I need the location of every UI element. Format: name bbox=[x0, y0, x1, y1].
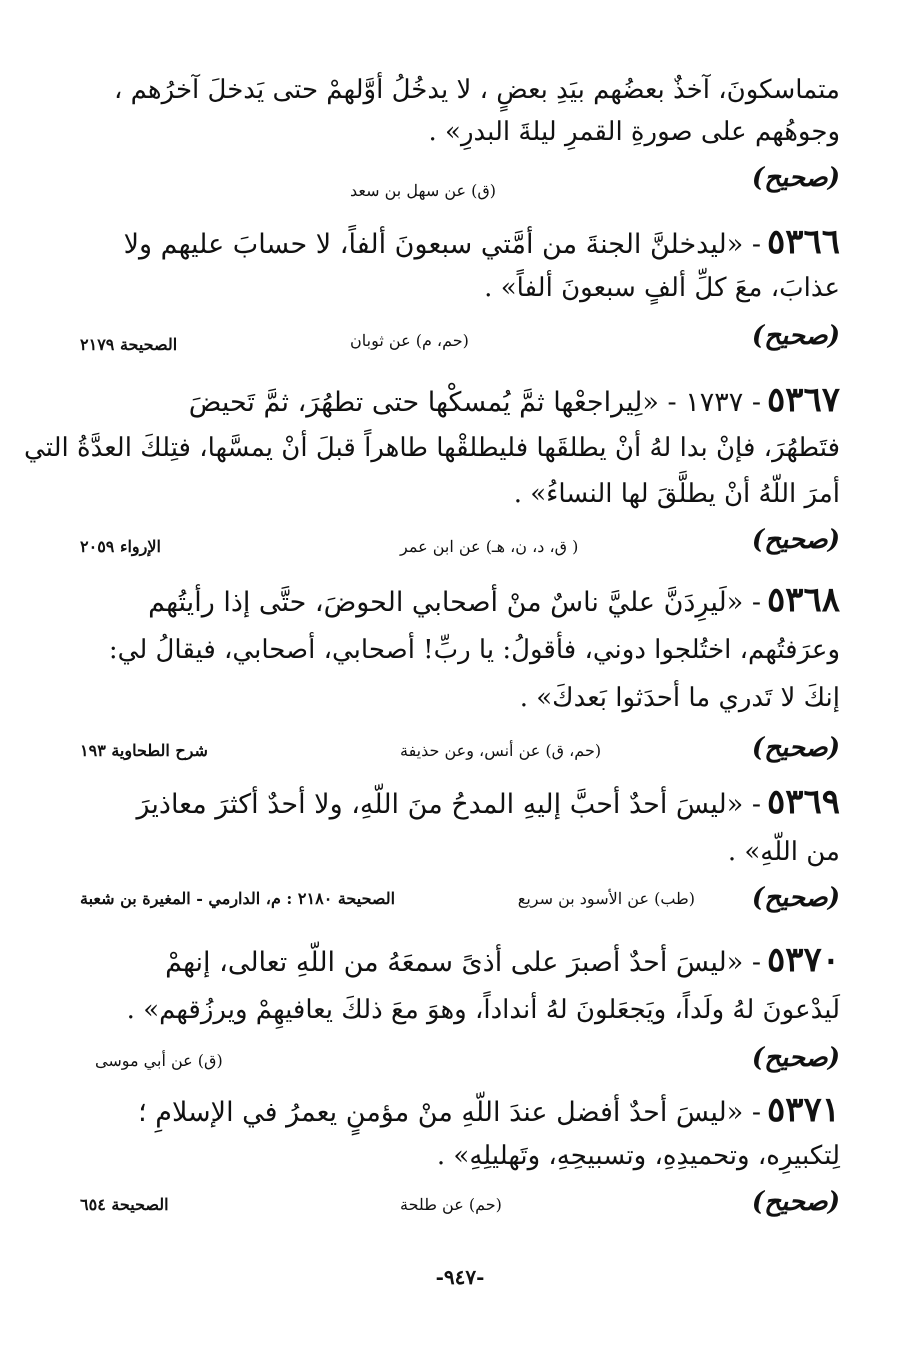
grade-label: (صحيح) bbox=[751, 1187, 840, 1217]
reference-label: شرح الطحاوية ١٩٣ bbox=[80, 741, 208, 760]
grade-label: (صحيح) bbox=[751, 1043, 840, 1073]
hadith-text: - «لَيرِدَنَّ عليَّ ناسٌ منْ أصحابي الحوضَ، حتَّى إذا رأيتُهم bbox=[148, 587, 761, 618]
source-attribution: (حم، ق) عن أنس، وعن حذيفة bbox=[400, 741, 602, 760]
source-attribution: (طب) عن الأسود بن سريع bbox=[517, 889, 695, 908]
hadith-number: ٥٣٦٩ bbox=[766, 782, 840, 822]
reference-label: الصحيحة ٦٥٤ bbox=[80, 1195, 169, 1214]
text-line: متماسكونَ، آخذٌ بعضُهم بيَدِ بعضٍ ، لا يدخُلُ أوَّلهمْ حتى يَدخلَ آخرُهم ، bbox=[113, 75, 840, 105]
grade-label: (صحيح) bbox=[751, 883, 840, 913]
hadith-text: - «ليسَ أحدٌ أحبَّ إليهِ المدحُ منَ اللّهِ، ولا أحدٌ أكثرَ معاذيرَ bbox=[136, 789, 761, 820]
hadith-text: - ١٧٣٧ - «لِيراجعْها ثمَّ يُمسكْها حتى تطهُرَ، ثمَّ تَحيضَ bbox=[188, 387, 761, 418]
hadith-number: ٥٣٦٧ bbox=[766, 380, 840, 420]
grade-label: (صحيح) bbox=[751, 733, 840, 763]
reference-label: الصحيحة ٢١٨٠ : م، الدارمي - المغيرة بن شعبة bbox=[80, 889, 396, 908]
reference-label: الإرواء ٢٠٥٩ bbox=[80, 537, 161, 556]
hadith-number: ٥٣٧١ bbox=[766, 1090, 840, 1130]
text-line: لِتكبيرِه، وتحميدِهِ، وتسبيحِهِ، وتَهليلِهِ» . bbox=[436, 1141, 840, 1171]
hadith-number: ٥٣٦٨ bbox=[766, 580, 840, 620]
text-line: أمرَ اللّهُ أنْ يطلَّقَ لها النساءُ» . bbox=[513, 479, 840, 509]
hadith-text: - «ليسَ أحدٌ أصبرَ على أذىً سمعَهُ من اللّهِ تعالى، إنهمْ bbox=[165, 947, 761, 978]
source-attribution: (ق) عن أبي موسى bbox=[95, 1051, 223, 1070]
text-line: وجوهُهم على صورةِ القمرِ ليلةَ البدرِ» . bbox=[428, 117, 840, 147]
text-line: وعرَفتُهم، اختُلجوا دوني، فأقولُ: يا ربِّ! أصحابي، أصحابي، فيقالُ لي: bbox=[108, 635, 840, 665]
hadith-5368-line bbox=[148, 580, 840, 623]
page-number: -٩٤٧- bbox=[435, 1265, 485, 1289]
source-attribution: ( ق، د، ن، هـ) عن ابن عمر bbox=[400, 537, 579, 556]
hadith-5370-line bbox=[165, 940, 840, 983]
hadith-text: - «ليدخلنَّ الجنةَ من أمَّتي سبعونَ ألفاً، لا حسابَ عليهم ولا bbox=[123, 229, 761, 260]
source-attribution: (حم، م) عن ثوبان bbox=[350, 331, 469, 350]
grade-label: (صحيح) bbox=[751, 525, 840, 555]
grade-label: (صحيح) bbox=[751, 163, 840, 193]
text-line: من اللّهِ» . bbox=[727, 837, 840, 867]
hadith-5371-line bbox=[138, 1090, 840, 1133]
hadith-text: - «ليسَ أحدٌ أفضل عندَ اللّهِ منْ مؤمنٍ يعمرُ في الإسلامِ ؛ bbox=[138, 1097, 761, 1128]
hadith-5366-line bbox=[124, 222, 840, 265]
grade-label: (صحيح) bbox=[751, 321, 840, 351]
text-line: فتَطهُرَ، فإنْ بدا لهُ أنْ يطلقَها فليطلقْها طاهراً قبلَ أنْ يمسَّها، فتِلكَ العدَّةُ التي bbox=[24, 433, 840, 463]
reference-label: الصحيحة ٢١٧٩ bbox=[80, 335, 178, 354]
source-attribution: (حم) عن طلحة bbox=[400, 1195, 502, 1214]
text-line: إنكَ لا تَدري ما أحدَثوا بَعدكَ» . bbox=[519, 683, 840, 713]
hadith-5369-line bbox=[137, 782, 840, 825]
text-line: لَيدْعونَ لهُ ولَداً، ويَجعَلونَ لهُ أنداداً، وهوَ معَ ذلكَ يعافيهِمْ ويرزُقهم» . bbox=[126, 995, 840, 1025]
text-line: عذابَ، معَ كلِّ ألفٍ سبعونَ ألفاً» . bbox=[484, 273, 840, 303]
source-attribution: (ق) عن سهل بن سعد bbox=[350, 181, 497, 200]
hadith-number: ٥٣٦٦ bbox=[766, 222, 840, 262]
hadith-number: ٥٣٧٠ bbox=[766, 940, 840, 980]
hadith-5367-line bbox=[189, 380, 840, 423]
